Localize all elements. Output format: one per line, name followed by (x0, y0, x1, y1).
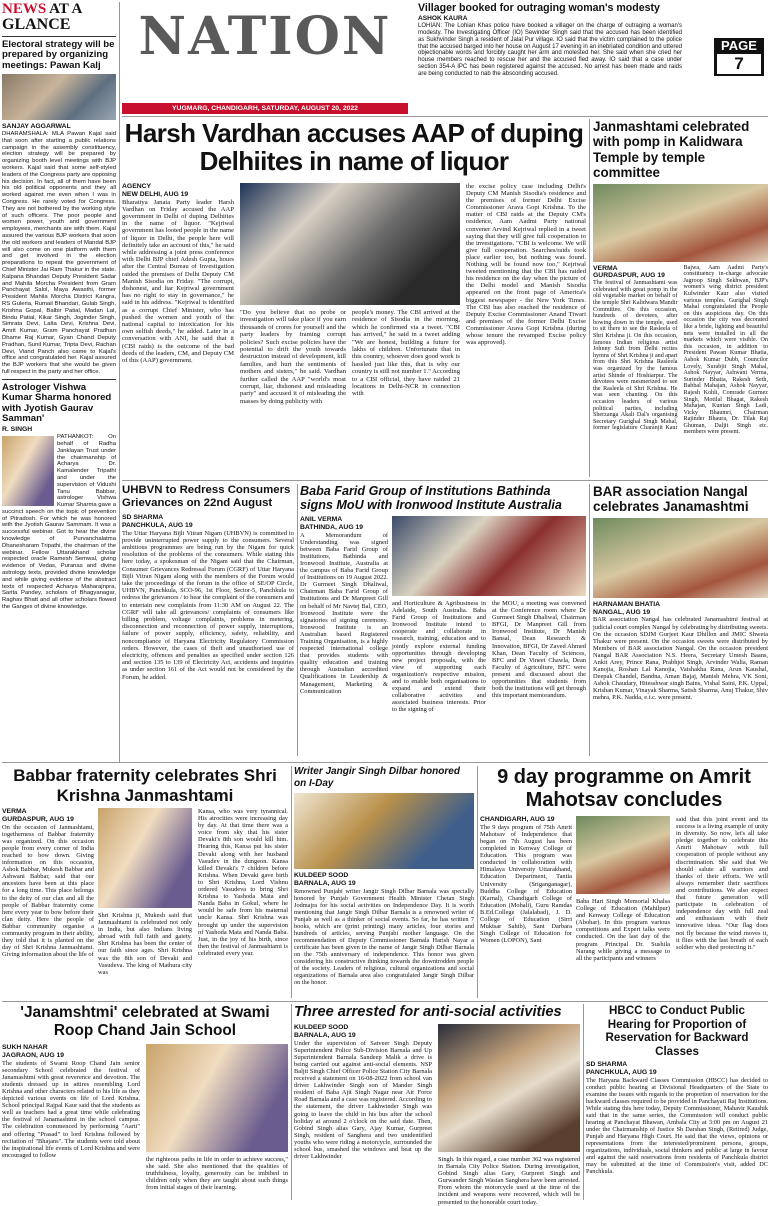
dilbar-body: Renowned Punjabi writer Jangir Singh Dilbar Barnala was specially honored by Punjab Government Health Minister Chetan Singh Jodmajra for his social activities on Independence Day. It is worth mentioning that Jangir Singh Dilbar Barnala is a renowned writer of Punjab as well as a thinker of social events. So far, he has written 7 books, which are (print printing) many articles, four stories and hundreds of articles, serving Punjabi mother language. On the recommendation of Deputy Commissioner Barnala Harish Nayar a certificate has been given in the name of Jangir Singh Dilbar Barnala on the 75th anniversary of independence. This honor was given considering his constructive thinking towards the downtrodden people of the society. Leaders of religious, cultural organizations and social organizations of Barnala area also congratulated Jangir Singh Dilbar on the honor. (294, 887, 474, 986)
glance-title-news: NEWS (2, 1, 47, 17)
divider (122, 480, 768, 481)
dilbar-headline: Writer Jangir Singh Dilbar honored on I-Day (294, 766, 460, 789)
hbcc-headline: HBCC to Conduct Public Hearing for Proportion of Reservation for Backward Classes (605, 1004, 749, 1058)
baba-farid-col1: A Memorandum of Understanding was signed between Baba Farid Group of Institutions, Bathinda and Ironwood Institute, Australia at the campus of Baba Farid Group of Institutions on 19 August 2022. Dr Gurmeet Singh Dhaliwal, Chairman Baba Farid Group of Institutions and Dr Manpreet Gill on behalf of Mr Navtej Bal, CEO, Ironwood Institute were the signatories of signing ceremony. Ironwood Institute is an Australian based Registered Training Organisation, is a highly respected international college that provides students with quality education and training through Australian accredited Qualifications in Leadership & Management, Marketing & Communication (300, 531, 388, 695)
page-badge (714, 38, 764, 76)
anti-social-col1: Under the supervision of Satveer Singh Deputy Superintendent Police Sub-Division Barnala and Up Superintendent Barnala Sandeep Malik a drive is being carried out against anti-social elements. NSP Baljit Singh Chief Officer Police Station City Barnala received a statement on 16-08-2022 from school van driver Lakhwinder Singh son of Mander Singh resident of Baba Ajit Singh Nagar near Air Force Road Barnala and a case was registered. According to the statement, the driver Lakhwinder Singh was going to leave the child in his bus after the school holiday at around 2 o'clock on the said date. Then, Gobind Singh alias Gary, Ajay Kumar, Gurpreet Singh, resident of Sanghera and two unidentified youths who were riding a motorcycle, surrounded the school bus, smashed the windows and beat up the driver Lakhwinder (294, 1039, 432, 1161)
divider (477, 766, 478, 998)
villager-byline: ASHOK KAURA (418, 15, 468, 22)
masthead (122, 2, 408, 114)
divider (122, 116, 768, 117)
dilbar-photo (294, 793, 474, 869)
anti-social-byline: KULDEEP SOOD (294, 1024, 349, 1031)
babbar-col2: Shri Krishna ji, Mukesh said that Janmashtami is celebrated not only in India, but also Indians living abroad with full faith and gaiety. Shri Krishna has been the center of our faith since ages. Shri Krishna was the 8th son of Devaki and Vasudeva. The king of Mathura city was (98, 912, 192, 976)
swami-headline: 'Janamshtmi' celebrated at Swami Roop Chand Jain School (20, 1004, 270, 1039)
kalidwara-headline: Janmashtami celebrated with pomp in Kalidwara Temple by temple committee (593, 119, 750, 181)
divider (589, 484, 590, 756)
babbar-photo (98, 808, 192, 908)
swami-col1: The students of Swami Roop Chand Jain senior secondary School celebrated the festival of Janamashtmi with great reverence and devotion. The students dressed up in attires resembling Lord Krishna and other characters related to his life as they depicted various events on life of Lord Krishna. School principal Rajpal Kaur said that the students as well as teachers had a great time while celebrating the festival of Janamashtmi in the school campus. The celebration commenced by performing "Aarti" and offering "Prasad" to lord Krishna followed by recitation of "Bhajans". The students were told about the inspirational life events of Lord Krishna and were encouraged to follow (2, 1059, 140, 1159)
bar-headline: BAR association Nangal celebrates Janamashtmi (593, 484, 749, 515)
glance-title (2, 2, 116, 33)
divider (291, 1004, 292, 1200)
lead-col3: people's money. The CBI arrived at the residence of Sisodia in the morning, which he confirmed via a tweet. "CBI has arrived," he said in a tweet adding "We are honest, building a future for lakhs of children. Unfortunate that in this country, whoever does good work is hassled just like this, that is why our country is still not number 1." According to a CBI official, they have raided 21 locations in Delhi-NCR in connection with (352, 309, 460, 398)
divider (119, 2, 120, 762)
kalidwara-body: The festival of Janmashtami was celebrated with great pomp in the old vegetable market on behalf of the temple Shri Kalidwara Mandir Committee. On this occasion, hundreds of devotees, after bowing down in the temple, used to sit there to see the Rasleela of Shri Krishna ji. On this occasion, famous Indian religious artist Johnny Sufi from Delhi recites hymns of Shri Krishna ji and apart from this Shri Krishna Rasleela was organized by the famous artist Shinde of Hoshiarpur. The devotees were mesmerized to see the Rasleela of Shri Krishna. He was seen chanting. On this occasion leaders of various political parties, including Sherzanga Akali Dal's organising Secretary Gurighal Singh Mahal, former legislature Charanjit Kaur Bajwa, Aam Aadmi Party's constituency in-charge advocate Jagroop Singh Sekhwan, BJP's women's wing district president Kulwinder Kaur also visited various temples. Gurighal Singh Mahal congratulated the People on this auspicious day. On this occasion the city was decorated like a bride, lighting and beautiful nets were installed in all the markets which were visible. On this occasion, in addition to President Pawan Kumar Bhatia, Ashok Kumar Dubb, Councilor Lovely, Surabjit Singh Mahal, Ashok Nayyar, Ashwani Verma, Surinder Bhatia, Rakesh Seth, Babbal Mahajan, Ashok Nayyar, Rajesh Kohli, Comrade Gurmez Singh, Motilal Bhagat, Rakesh Mahajan, Kuntan Singh Ladi, Vicky Bhaumri, Chairman Rajinder Bhaura, Dr. Tilak Raj Ghuman, Daljit Singh etc. members were present. (593, 264, 768, 436)
divider (2, 762, 768, 763)
glance-story1-photo (2, 74, 116, 120)
kalidwara-byline: VERMA (593, 264, 618, 272)
glance-title-ata: AT A (49, 1, 83, 17)
bar-body: BAR association Nangal has celebrated Janamashtmi festival at judicial court complex Nangal by celebrating by distributing sweets. On the occasion SDJM Gurjeet Kaur Dhillon and JMIC Shweta Thakur were present. On the occasion sweets were distributed by Members of BAR association Nangal. On the occasion president Nangal BAR Association N.S. Heera, Secretary Umesh Baans, Ankit Arey, Prince Rana, Prabhjot Singh, Arvinder Walia, Raman Kanojia, Roshan Lal Kanojia, Vaishakha Rana, Arun Kaushal, Deepak Chandel, Bandna, Aman Bajaj, Manish Mehra, VK Soni, Ashok Chaudary, Hitesshwar singh Bains, Vishal Saini, P.K. Uppal, Krishan Kumar, Vinayak Sharma, Satish Sharma, Anuj Thakur, Shiv mehra, P.K. Nadda, e.t.c. were present. (593, 616, 768, 702)
babbar-story (2, 766, 288, 998)
amrit-headline: 9 day programme on Amrit Mahotsav concludes (497, 766, 751, 811)
anti-social-story (294, 1004, 580, 1206)
page-label: PAGE (721, 38, 757, 53)
glance-story1-headline: Electoral strategy will be prepared by organizing meetings: Pawan Kalj (2, 39, 115, 71)
babbar-col1: On the occasion of Janmashtami, togetherness of Babbar fraternity was organized. On this occasion people from every corner of India reached to bow down. Giving information on this occasion, Ashok Babbar, Mukesh Babbar and Ashwani Babbar, said that our ancestors have been at this place for a long time. This place belongs to the deity of our clan and all the people of Babbar fraternity come here every year to bow before their clan deity. Here the people of Babbar community organise a community program in their ability, they told that it is planted on the day of Shri Krishna Janmashtami. Giving information about the life of (2, 823, 94, 959)
dilbar-byline: KULDEEP SOOD (294, 872, 349, 879)
lead-col1: Bharatiya Janata Party leader Harsh Vardhan on Friday accused the AAP government in Delhi of duping Delhiites in the name of liquor. "Kejriwal government has looted people in the name of liquor in Delhi, the people here will definitely take an account of this," he said while addressing a joint press conference with Delhi BJP chief Adesh Gupta, hours after the Central Bureau of Investigation raided the premises of Delhi Deputy CM Manish Sisodia on Friday. "The corrupt, dishonest, and liar Kejriwal government has no right to stay in governance," he said in his address. "Kejriwal is identified as a corrupt Chief Minister, who has pushed the women and youth of the national capital to intoxication for his own selfish deeds," he added. Later in a conversation with ANI, he said that it (CBI raids) is the outcome of the bad deeds of the leaders, CM, and Deputy CM of this (AAP) government. (122, 198, 234, 365)
glance-story2-body: PATHANKOT: On behalf of Radha Janklayan Trust under the chairmanship of Acharya Dr. Kamalender Tripathi and under the supervision of Vidushi Tanu Babbar, astrologer Vishwa Kumar Sharma gave a succinct speech on the topic of prevention of Pitradosh. For which he was honored with the Jyotish Gaurav Sammam. It was a successful webinar. Got to hear the divine knowledge of Purvanchalatma Dhanesharam Tripathi, the chairman of the webinar. Fellow Uttarakhand scholar respected oracle Ramesh Semwal, giving evidence of Vedas, Puranas and divine astrology texts, provided divine knowledge and while giving evidence of the abstract texts of respected Acharya Maharajnpra, Sarita Pandey, scholars of Bhagyanagar, Raghav Bhatt and all other scholars flowed the Ganges of divine knowledge. (2, 434, 116, 611)
anti-social-headline: Three arrested for anti-social activities (294, 1004, 562, 1020)
divider (297, 484, 298, 756)
villager-story (418, 2, 768, 112)
glance-story1-byline: SANJAY AGGARWAL (2, 123, 71, 131)
swami-dateline: JAGRAON, AUG 19 (2, 1051, 65, 1059)
hbcc-dateline: PANCHKULA, AUG 19 (586, 1069, 657, 1077)
uhbvn-headline: UHBVN to Redress Consumers Grievances on 22nd August (122, 484, 291, 509)
baba-farid-story (300, 484, 586, 756)
villager-body: LOHIAN: The Lohian Khas police have booked a villager on the charge of outraging a woman's modesty. The Investigating Officer (IO) Sewinder Singh said that the accused has been identified as Sukhvinder Singh a resident of Jalal Pur village. IO said that the victim complained to the police that the accused barged into her house on August 17 evening in an inebriated condition and uttered objectionable words and forcibly caught her arm and molested her. She said when she cried her house members reached to rescue her and the accused fled away. IO said that a case under section 354-A IPC has been registered against the accused. No arrest has been made and raids are being conducted to nab the absconding accused. (418, 22, 682, 78)
lead-story (122, 119, 586, 477)
babbar-col3: Kansa, who was very tyrannical. His atrocities were increasing day by day. At that time there was a voice from sky that his sister Devaki's 8th son would kill him. Hearing this, Kansa put his sister Devaki along with her husband Vasudev in the dungeon. Kansa killed Devaki's 7 children before Krishna. When Devaki gave birth to Shri Krishna, Lord Vishnu ordered Vasudeva to bring Shri Krishna to Yashoda Mata and Nanda Baba in Gokul, where he would be safe from his maternal uncle Kansa. Shri Krishna was brought up under the supervision of Yashoda Mata and Nanda Baba. Just, in the joy of his birth, since then the festival of Janmashtami is celebrated every year. (198, 808, 288, 957)
swami-byline: SUKH NAHAR (2, 1044, 48, 1051)
divider (583, 1004, 584, 1200)
lead-photo (240, 183, 460, 305)
lead-dateline: NEW DELHI, AUG 19 (122, 190, 189, 198)
amrit-photo (576, 816, 670, 894)
lead-col2: "Do you believe that no probe or investigation will take place if you earn thousands of crores for yourself and the party leaders by framing corrupt policies? Such excise policies have the potential to drift the youth towards destruction instead of development, kill families, and hurt the sentiments of mothers and sisters," he said. Vardhan further called the AAP "world's most corrupt, liar, dishonest and misleading party" and accused it of misleading the masses by doing publicity with (240, 309, 346, 405)
glance-story2-byline: R. SINGH (2, 426, 33, 434)
glance-story1-body: DHARAMSHALA: MLA Pawan Kajal said that soon after starting a public relations campaign in the assembly constituency, election strategy will be prepared by organizing booth level meetings with BJP workers. Kajal said that some self-styled leaders of the Congress party are opposing his decision. In fact, all of them have been his old political opponents and they all worked against me even when I was in Congress. He rarely voted for Congress. They are not bothered by the working style of such officers. The poor people and women power, youth and government employees, merchants are with them. Kajal assured the various BJP workers that soon the old workers and leaders of Mandal BJP will also come on one platform with them and get involved in the election preparations to repeat the government of Chief Minister Jai Ram Thakur in the state. Kalpana Bhandari Deputy President Sadar and Mahila Morcha President from Gram Panchayat Salol, Maya Awasthi, former President Mahila Morcha District Kangra, RS Guleria, Rumail Bhandari, Gulab Singh, Krishna Gopal, Balbir Patial, Madan Lal, Bindu Patial, Kikar Singh, Joginder Singh, Simrata Devi, Lalta Devi, Krishna Devi, Amrit Kumar, Gram Panchayat Pradhan Dhame Raj Kumar, Gyan Chand Deputy Pradhan, Sunil Kumar, Tripta Devi, Rachan Devi, Viand Panch also came to Kajal's office and congratulated her. Kajal assured the BJP workers that she would be given full respect in the party and her office. (2, 131, 116, 375)
swami-story (2, 1004, 288, 1200)
hbcc-body: The Haryana Backward Classes Commission (HBCC) has decided to conduct public hearing at Divisional Headquarters of the State to examine the issues with regards to the proportion of reservation for the backward classes required to be provided in Panchayati Raj Institutions. While stating this here today, Deputy Commissioner, Mahavir Kaushik said that in the same series, the Commission will conduct public hearing at Panchayat Bhawan, Ambala City at 3:00 pm on August 21 under the Chairmanship of Justice Sh Darshan Singh, (Retired) Judge, Punjab and Haryana High Court. He said that the views, opinions or representations from the interested/prominent persons, groups, organizations, individuals, social thinkers and public at large in favour and against the said reservations from residents of Panchkula district may be submitted at the time of Commission's visit, added DC Panchkula. (586, 1076, 768, 1175)
page-number: 7 (717, 54, 761, 74)
masthead-title: NATION (138, 6, 392, 67)
dilbar-dateline: BARNALA, AUG 19 (294, 879, 356, 887)
amrit-col3: said that this joint event and its success is a living example of unity in diversity. So now, let's all take pledge together to celebrate this Amrit Mahotsav with full cooperation of people without any discrimination. She said that We should salute all warriors and thanks of their efforts. We will always remember their sacrifices and contributions. We also expect that future generation will participate in celebration of independence day with full zeal and enthusiasm with their innovative ideas. "Our flag does not fly because the wind moves it, it flies with the last breath of each soldier who died protecting it." (676, 816, 768, 951)
uhbvn-dateline: PANCHKULA, AUG 19 (122, 521, 193, 529)
baba-farid-headline: Baba Farid Group of Institutions Bathinda signs MoU with Ironwood Institute Australia (300, 484, 562, 513)
baba-farid-col3: the MOU, a meeting was convened at the Conference room where Dr Gurmeet Singh Dhaliwal, Chairman BFGI, Dr Manpreet Gill from Ironwood Institute, Dr Manish Bansal, Dean Research & Innovation, BFGI, Dr Zaved Ahmed Khan, Dean Faculty of Sciences, BFC and Dr Vineet Chawla, Dean Faculty of Agriculture, BFC were present and discussed about the opportunities that students from both the institutions will get through this important memorandum. (492, 600, 586, 700)
divider (2, 1001, 768, 1002)
amrit-dateline: CHANDIGARH, AUG 19 (480, 816, 555, 823)
babbar-dateline: GURDASPUR, AUG 19 (2, 815, 74, 823)
uhbvn-byline: SD SHARMA (122, 514, 164, 521)
anti-social-dateline: BARNALA, AUG 19 (294, 1031, 356, 1039)
glance-title-glance: GLANCE (2, 16, 71, 33)
anti-social-col2: Singh. In this regard, a case number 362 was registered in Barnala City Police Station. During investigation, Gobind Singh alias Gary, Gurpreet Singh and Gurwander Singh Wasian Sanghera have been arrested. From whom the motorcycle used at the time of the incident and weapons were recovered, which will be presented to the honorable court today. (438, 1156, 580, 1206)
babbar-headline: Babbar fraternity celebrates Shri Krishna Janmashtami (13, 766, 277, 805)
villager-headline: Villager booked for outraging woman's modesty (418, 2, 660, 14)
amrit-col1: The 9 days program of 75th Amrit Mahotsav of Independence that began on 7th August has been completed in Kenway College of Education. This program was conducted in collaboration with Himalaya University Uttarakhand, Education Department, Tantia University (Sriganganagar), Buddha College of Education (Karnal), Chandigarh College of Education (Mohali), Guru Ramdas B.Ed.College (Jalalabad), J. D. College of Education (Sirri Muktsar Sahib), Sant Darbara Singh College of Education for Women (LOPON), Sant (480, 823, 572, 945)
kalidwara-story (593, 119, 768, 477)
baba-farid-col2: and Horticulture & Agribusiness in Adelaide, South Australia. Baba Farid Group of Institutions and Ironwood Institute intend to cooperate and collaborate in research, training, education and to jointly explore external funding opportunities through developing new project proposals, with the view of supporting each organization's respective mission, and to enable both organisations to expand and extend their collaborative activities and associated business interests. Prior to the signing of (392, 600, 486, 714)
amrit-story (480, 766, 768, 998)
bar-byline: HARNAMAN BHATIA (593, 600, 661, 608)
hbcc-byline: SD SHARMA (586, 1061, 628, 1069)
masthead-dateline: YUGMARG, CHANDIGARH, SATURDAY, AUGUST 20, 2022 (122, 103, 408, 114)
lead-byline: AGENCY (122, 183, 152, 190)
baba-farid-dateline: BATHINDA, AUG 19 (300, 523, 364, 531)
swami-photo (146, 1044, 288, 1152)
baba-farid-photo (392, 516, 586, 596)
amrit-col2: Baba Hari Singh Memorial Khalsa College of Education (Mahilpur) and Kenway College of Education (Abohar). In this program various competitions and Expert talks were conducted. On the last day of the program Principal Dr. Sushila Narang while giving a message to all the participants and winners (576, 898, 670, 962)
hbcc-story (586, 1004, 768, 1200)
babbar-byline: VERMA (2, 808, 27, 815)
bar-association-story (593, 484, 768, 756)
swami-col2: the righteous paths in life in order to achieve success," she said. She also mentioned that the qualities of truthfulness, loyalty, generosity can be imbibed in children only when they are taught about such things from initial stages of their learning. (146, 1156, 288, 1192)
baba-farid-byline: ANIL VERMA (300, 516, 343, 523)
uhbvn-body: The Uttar Haryana Bijli Vitran Nigam (UHBVN) is committed to provide uninterrupted power supply to the consumers. Several ambitious programmes are being run by the Nigam for quick resolution of the problems of the consumers. While stating this here today, a spokesman of the Nigam said that the Chairman, Consumer Grievances Redressal Forum (CGRF) of Uttar Haryana Bijli Vitran Nigam along with the members of the Forum would take the proceedings of the forum in the office of SE/OP Circle, UHBVN, Panchkula, SCO-96, 1st Floor, Sector-5, Panchkula to redress the grievances / to hear the complaint of the consumers and to entertain new complaints from 11:30 AM on August 22. The CGRF will take all grievances/ complaints of consumers like billing problem, voltage complaints, problems in metering, disconnection and reconnection of power supply, interruptions, failure of power supply, efficiency, safety, reliability, and noncompliance of Haryana Electricity Regulatory Commission orders. However, the cases of theft and unauthorised use of electricity, offences and penalties as specified under section 126 and section 135 to 139 of Electricity Act, accidents and inquiries as under section 161 of the Act would not be considered by the Forum, he added. (122, 529, 294, 681)
glance-story2-photo (2, 436, 54, 506)
divider (291, 766, 292, 998)
anti-social-photo (438, 1024, 580, 1152)
uhbvn-story (122, 484, 294, 756)
glance-story2-headline: Astrologer Vishwa Kumar Sharma honored with Jyotish Gaurav Samman' (2, 381, 112, 424)
bar-photo (593, 518, 768, 598)
bar-dateline: NANGAL, AUG 19 (593, 608, 651, 616)
kalidwara-dateline: GURDASPUR, AUG 19 (593, 272, 665, 280)
dilbar-story (294, 766, 474, 998)
lead-col4: the excise policy case including Delhi's Deputy CM Manish Sisodia's residence and the premises of former Delhi Excise Commissioner Arava Gopi Krishna. To the matter of CBI raids at the Deputy CM's residence, Aam Aadmi Party national convener Arvind Kejriwal replied in a tweet saying that they will give full cooperation to the investigations. "CBI is welcome. We will give full cooperation. Searches/raids took place earlier too, but nothing was found. Nothing will be found now too," Kejriwal tweeted mentioning that the CBI has raided his residence on the day when the picture of the Delhi model and Manish Sisodia appeared on the front page of America's biggest newspaper - the New York Times. The CBI has also reached the residence of Deputy Excise Commissioner Anand Tiwari and premises of the former Delhi Excise Commissioner Arava Gopi Krishna (during whose tenure the revamped Excise policy was approved). (466, 183, 586, 347)
kalidwara-photo (593, 184, 768, 262)
news-at-a-glance (2, 2, 116, 762)
divider (589, 119, 590, 477)
lead-headline: Harsh Vardhan accuses AAP of duping Delhiites in name of liquor (124, 118, 584, 176)
